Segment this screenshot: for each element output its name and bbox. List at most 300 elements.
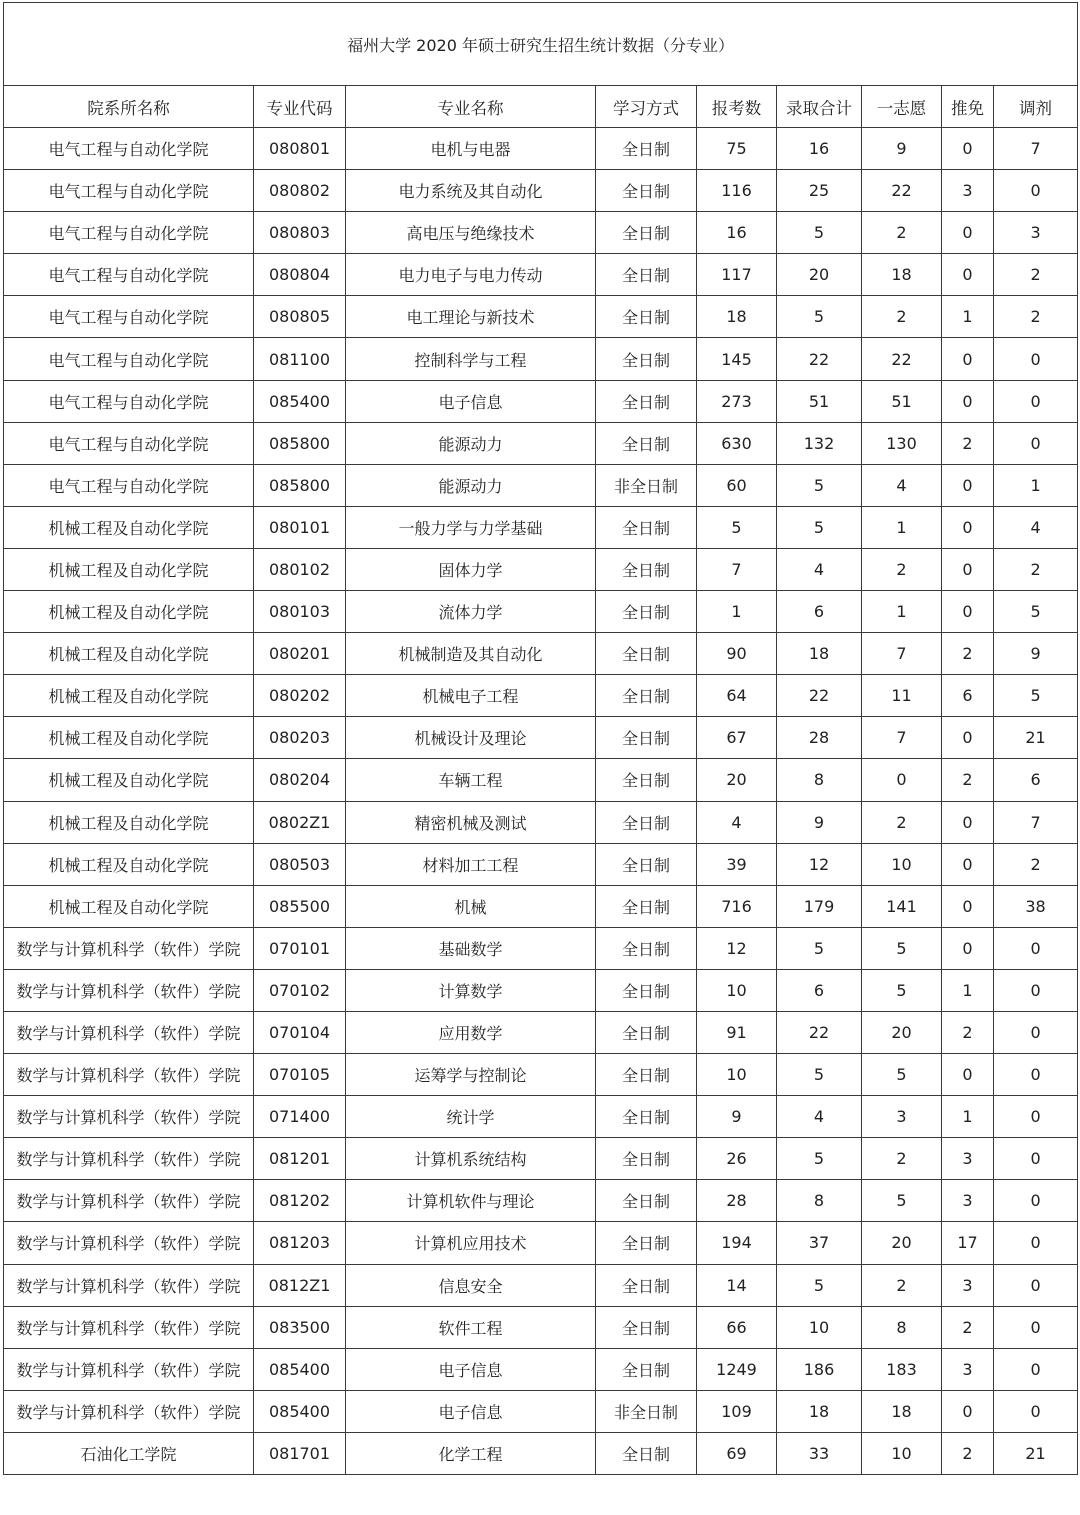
cell-admitted-total: 51 [777, 380, 862, 422]
table-title: 福州大学 2020 年硕士研究生招生统计数据（分专业） [4, 3, 1078, 86]
cell-first-choice: 7 [862, 633, 942, 675]
cell-applicants: 273 [697, 380, 777, 422]
cell-admitted-total: 5 [777, 296, 862, 338]
cell-first-choice: 51 [862, 380, 942, 422]
cell-major-name: 一般力学与力学基础 [346, 506, 596, 548]
cell-major-name: 机械 [346, 885, 596, 927]
cell-admitted-total: 186 [777, 1348, 862, 1390]
cell-department: 机械工程及自动化学院 [4, 759, 254, 801]
table-row [4, 422, 1078, 464]
cell-major-name: 电工理论与新技术 [346, 296, 596, 338]
cell-transferred: 0 [994, 1222, 1078, 1264]
cell-transferred: 0 [994, 1096, 1078, 1138]
cell-transferred: 0 [994, 1348, 1078, 1390]
cell-recommended: 3 [942, 1180, 994, 1222]
cell-admitted-total: 10 [777, 1306, 862, 1348]
cell-recommended: 0 [942, 1390, 994, 1432]
cell-major-name: 能源动力 [346, 422, 596, 464]
cell-major-name: 计算机系统结构 [346, 1138, 596, 1180]
cell-major-code: 080202 [254, 675, 346, 717]
cell-major-name: 运筹学与控制论 [346, 1054, 596, 1096]
cell-major-name: 机械制造及其自动化 [346, 633, 596, 675]
table-row [4, 128, 1078, 170]
cell-admitted-total: 25 [777, 170, 862, 212]
cell-major-code: 080801 [254, 128, 346, 170]
cell-first-choice: 2 [862, 296, 942, 338]
cell-department: 电气工程与自动化学院 [4, 254, 254, 296]
cell-transferred: 0 [994, 380, 1078, 422]
cell-transferred: 0 [994, 1138, 1078, 1180]
cell-first-choice: 2 [862, 801, 942, 843]
cell-applicants: 109 [697, 1390, 777, 1432]
cell-applicants: 60 [697, 464, 777, 506]
cell-major-name: 控制科学与工程 [346, 338, 596, 380]
cell-applicants: 10 [697, 1054, 777, 1096]
cell-department: 数学与计算机科学（软件）学院 [4, 1390, 254, 1432]
cell-recommended: 0 [942, 212, 994, 254]
table-row [4, 675, 1078, 717]
cell-applicants: 194 [697, 1222, 777, 1264]
cell-recommended: 0 [942, 548, 994, 590]
cell-department: 机械工程及自动化学院 [4, 801, 254, 843]
cell-first-choice: 22 [862, 170, 942, 212]
cell-department: 数学与计算机科学（软件）学院 [4, 1054, 254, 1096]
table-row [4, 1054, 1078, 1096]
cell-applicants: 9 [697, 1096, 777, 1138]
cell-first-choice: 141 [862, 885, 942, 927]
cell-transferred: 0 [994, 1306, 1078, 1348]
cell-major-name: 电力系统及其自动化 [346, 170, 596, 212]
cell-department: 电气工程与自动化学院 [4, 212, 254, 254]
cell-applicants: 14 [697, 1264, 777, 1306]
cell-major-code: 0802Z1 [254, 801, 346, 843]
table-row [4, 717, 1078, 759]
cell-admitted-total: 33 [777, 1432, 862, 1474]
cell-department: 电气工程与自动化学院 [4, 296, 254, 338]
cell-department: 电气工程与自动化学院 [4, 422, 254, 464]
cell-transferred: 21 [994, 717, 1078, 759]
cell-transferred: 2 [994, 548, 1078, 590]
cell-admitted-total: 20 [777, 254, 862, 296]
cell-major-code: 0812Z1 [254, 1264, 346, 1306]
cell-applicants: 4 [697, 801, 777, 843]
cell-applicants: 116 [697, 170, 777, 212]
header-transferred: 调剂 [994, 86, 1078, 128]
cell-recommended: 0 [942, 128, 994, 170]
cell-recommended: 0 [942, 801, 994, 843]
cell-major-code: 070101 [254, 927, 346, 969]
cell-first-choice: 11 [862, 675, 942, 717]
cell-transferred: 0 [994, 1390, 1078, 1432]
cell-department: 机械工程及自动化学院 [4, 717, 254, 759]
cell-recommended: 2 [942, 1011, 994, 1053]
cell-major-code: 085800 [254, 464, 346, 506]
cell-applicants: 117 [697, 254, 777, 296]
cell-major-name: 应用数学 [346, 1011, 596, 1053]
table-row [4, 591, 1078, 633]
table-row [4, 843, 1078, 885]
cell-major-code: 081203 [254, 1222, 346, 1264]
cell-admitted-total: 6 [777, 591, 862, 633]
cell-first-choice: 20 [862, 1222, 942, 1264]
cell-study-mode: 全日制 [596, 1054, 697, 1096]
cell-recommended: 1 [942, 969, 994, 1011]
cell-major-code: 070104 [254, 1011, 346, 1053]
table-row [4, 338, 1078, 380]
cell-admitted-total: 4 [777, 548, 862, 590]
cell-major-code: 080102 [254, 548, 346, 590]
cell-transferred: 6 [994, 759, 1078, 801]
cell-transferred: 0 [994, 1264, 1078, 1306]
cell-recommended: 17 [942, 1222, 994, 1264]
cell-study-mode: 全日制 [596, 969, 697, 1011]
cell-first-choice: 2 [862, 212, 942, 254]
cell-major-name: 机械设计及理论 [346, 717, 596, 759]
cell-department: 数学与计算机科学（软件）学院 [4, 927, 254, 969]
cell-transferred: 2 [994, 843, 1078, 885]
cell-study-mode: 全日制 [596, 170, 697, 212]
cell-study-mode: 非全日制 [596, 1390, 697, 1432]
table-row [4, 380, 1078, 422]
cell-first-choice: 18 [862, 1390, 942, 1432]
cell-study-mode: 全日制 [596, 843, 697, 885]
header-department: 院系所名称 [4, 86, 254, 128]
cell-major-name: 计算机应用技术 [346, 1222, 596, 1264]
table-row [4, 1011, 1078, 1053]
cell-major-code: 080204 [254, 759, 346, 801]
cell-applicants: 10 [697, 969, 777, 1011]
cell-applicants: 66 [697, 1306, 777, 1348]
cell-department: 机械工程及自动化学院 [4, 591, 254, 633]
cell-major-name: 统计学 [346, 1096, 596, 1138]
cell-admitted-total: 12 [777, 843, 862, 885]
cell-study-mode: 全日制 [596, 422, 697, 464]
table-row [4, 801, 1078, 843]
cell-first-choice: 183 [862, 1348, 942, 1390]
cell-applicants: 1 [697, 591, 777, 633]
cell-admitted-total: 5 [777, 506, 862, 548]
header-admitted-total: 录取合计 [777, 86, 862, 128]
cell-study-mode: 全日制 [596, 1138, 697, 1180]
cell-transferred: 0 [994, 170, 1078, 212]
cell-admitted-total: 6 [777, 969, 862, 1011]
cell-transferred: 5 [994, 591, 1078, 633]
table-row [4, 1180, 1078, 1222]
cell-major-name: 流体力学 [346, 591, 596, 633]
cell-department: 电气工程与自动化学院 [4, 170, 254, 212]
cell-recommended: 2 [942, 633, 994, 675]
cell-department: 数学与计算机科学（软件）学院 [4, 1011, 254, 1053]
header-applicants: 报考数 [697, 86, 777, 128]
cell-admitted-total: 37 [777, 1222, 862, 1264]
header-row [4, 86, 1078, 128]
cell-first-choice: 0 [862, 759, 942, 801]
cell-department: 数学与计算机科学（软件）学院 [4, 1180, 254, 1222]
cell-first-choice: 2 [862, 1264, 942, 1306]
table-row [4, 254, 1078, 296]
cell-first-choice: 3 [862, 1096, 942, 1138]
cell-applicants: 716 [697, 885, 777, 927]
cell-major-code: 081202 [254, 1180, 346, 1222]
cell-recommended: 0 [942, 591, 994, 633]
cell-transferred: 0 [994, 1054, 1078, 1096]
cell-applicants: 39 [697, 843, 777, 885]
cell-department: 机械工程及自动化学院 [4, 885, 254, 927]
header-study-mode: 学习方式 [596, 86, 697, 128]
cell-transferred: 7 [994, 128, 1078, 170]
header-major-code: 专业代码 [254, 86, 346, 128]
cell-transferred: 3 [994, 212, 1078, 254]
cell-recommended: 2 [942, 1306, 994, 1348]
cell-study-mode: 全日制 [596, 380, 697, 422]
cell-first-choice: 5 [862, 1180, 942, 1222]
cell-applicants: 75 [697, 128, 777, 170]
cell-department: 电气工程与自动化学院 [4, 464, 254, 506]
cell-major-name: 能源动力 [346, 464, 596, 506]
cell-transferred: 0 [994, 969, 1078, 1011]
cell-study-mode: 全日制 [596, 633, 697, 675]
cell-major-code: 071400 [254, 1096, 346, 1138]
cell-recommended: 0 [942, 1054, 994, 1096]
cell-major-name: 计算数学 [346, 969, 596, 1011]
cell-major-code: 080503 [254, 843, 346, 885]
cell-first-choice: 130 [862, 422, 942, 464]
cell-major-name: 精密机械及测试 [346, 801, 596, 843]
cell-applicants: 67 [697, 717, 777, 759]
cell-admitted-total: 179 [777, 885, 862, 927]
cell-first-choice: 9 [862, 128, 942, 170]
cell-major-name: 机械电子工程 [346, 675, 596, 717]
cell-department: 电气工程与自动化学院 [4, 128, 254, 170]
cell-study-mode: 全日制 [596, 296, 697, 338]
table-row [4, 885, 1078, 927]
cell-study-mode: 全日制 [596, 338, 697, 380]
cell-major-code: 083500 [254, 1306, 346, 1348]
table-row [4, 759, 1078, 801]
cell-admitted-total: 5 [777, 464, 862, 506]
cell-applicants: 20 [697, 759, 777, 801]
cell-study-mode: 全日制 [596, 506, 697, 548]
cell-major-name: 材料加工工程 [346, 843, 596, 885]
table-row [4, 927, 1078, 969]
cell-admitted-total: 5 [777, 927, 862, 969]
cell-recommended: 0 [942, 254, 994, 296]
cell-applicants: 69 [697, 1432, 777, 1474]
cell-study-mode: 全日制 [596, 1432, 697, 1474]
cell-transferred: 2 [994, 254, 1078, 296]
cell-major-code: 080103 [254, 591, 346, 633]
cell-major-name: 高电压与绝缘技术 [346, 212, 596, 254]
cell-major-code: 081201 [254, 1138, 346, 1180]
cell-department: 石油化工学院 [4, 1432, 254, 1474]
cell-recommended: 6 [942, 675, 994, 717]
cell-study-mode: 全日制 [596, 1306, 697, 1348]
cell-admitted-total: 8 [777, 1180, 862, 1222]
cell-study-mode: 全日制 [596, 801, 697, 843]
cell-major-name: 信息安全 [346, 1264, 596, 1306]
cell-first-choice: 1 [862, 591, 942, 633]
cell-recommended: 0 [942, 885, 994, 927]
cell-major-code: 070102 [254, 969, 346, 1011]
cell-admitted-total: 22 [777, 338, 862, 380]
cell-major-name: 电子信息 [346, 1390, 596, 1432]
cell-first-choice: 8 [862, 1306, 942, 1348]
cell-first-choice: 5 [862, 1054, 942, 1096]
cell-transferred: 0 [994, 927, 1078, 969]
cell-major-code: 085500 [254, 885, 346, 927]
cell-study-mode: 全日制 [596, 759, 697, 801]
cell-department: 机械工程及自动化学院 [4, 506, 254, 548]
cell-admitted-total: 22 [777, 675, 862, 717]
title-row [4, 3, 1078, 86]
cell-major-code: 080803 [254, 212, 346, 254]
cell-recommended: 1 [942, 296, 994, 338]
cell-study-mode: 全日制 [596, 212, 697, 254]
table-row [4, 296, 1078, 338]
cell-recommended: 2 [942, 422, 994, 464]
cell-admitted-total: 18 [777, 633, 862, 675]
cell-major-code: 081100 [254, 338, 346, 380]
cell-major-name: 电力电子与电力传动 [346, 254, 596, 296]
cell-first-choice: 18 [862, 254, 942, 296]
cell-study-mode: 全日制 [596, 1180, 697, 1222]
cell-department: 数学与计算机科学（软件）学院 [4, 1348, 254, 1390]
table-body [4, 128, 1078, 1475]
cell-department: 数学与计算机科学（软件）学院 [4, 1138, 254, 1180]
cell-study-mode: 全日制 [596, 1096, 697, 1138]
header-recommended: 推免 [942, 86, 994, 128]
cell-transferred: 0 [994, 1180, 1078, 1222]
cell-first-choice: 5 [862, 927, 942, 969]
cell-study-mode: 非全日制 [596, 464, 697, 506]
cell-study-mode: 全日制 [596, 675, 697, 717]
table-row [4, 1138, 1078, 1180]
cell-recommended: 0 [942, 506, 994, 548]
cell-first-choice: 2 [862, 548, 942, 590]
cell-major-name: 固体力学 [346, 548, 596, 590]
cell-department: 电气工程与自动化学院 [4, 338, 254, 380]
cell-study-mode: 全日制 [596, 1222, 697, 1264]
cell-major-code: 080101 [254, 506, 346, 548]
cell-applicants: 5 [697, 506, 777, 548]
cell-transferred: 5 [994, 675, 1078, 717]
cell-study-mode: 全日制 [596, 927, 697, 969]
cell-applicants: 26 [697, 1138, 777, 1180]
cell-first-choice: 7 [862, 717, 942, 759]
cell-major-code: 080804 [254, 254, 346, 296]
cell-department: 数学与计算机科学（软件）学院 [4, 969, 254, 1011]
cell-transferred: 0 [994, 422, 1078, 464]
cell-major-code: 085800 [254, 422, 346, 464]
cell-study-mode: 全日制 [596, 1264, 697, 1306]
cell-applicants: 28 [697, 1180, 777, 1222]
table-row [4, 1348, 1078, 1390]
cell-admitted-total: 132 [777, 422, 862, 464]
cell-study-mode: 全日制 [596, 254, 697, 296]
table-row [4, 1306, 1078, 1348]
cell-admitted-total: 9 [777, 801, 862, 843]
cell-study-mode: 全日制 [596, 885, 697, 927]
cell-transferred: 0 [994, 338, 1078, 380]
cell-study-mode: 全日制 [596, 128, 697, 170]
cell-recommended: 0 [942, 843, 994, 885]
cell-applicants: 64 [697, 675, 777, 717]
cell-transferred: 9 [994, 633, 1078, 675]
cell-recommended: 3 [942, 1138, 994, 1180]
cell-transferred: 21 [994, 1432, 1078, 1474]
cell-admitted-total: 28 [777, 717, 862, 759]
cell-recommended: 0 [942, 380, 994, 422]
cell-admitted-total: 5 [777, 1138, 862, 1180]
cell-department: 数学与计算机科学（软件）学院 [4, 1222, 254, 1264]
cell-department: 数学与计算机科学（软件）学院 [4, 1306, 254, 1348]
cell-applicants: 16 [697, 212, 777, 254]
cell-study-mode: 全日制 [596, 548, 697, 590]
table-row [4, 548, 1078, 590]
cell-transferred: 38 [994, 885, 1078, 927]
table-row [4, 633, 1078, 675]
cell-applicants: 7 [697, 548, 777, 590]
cell-admitted-total: 16 [777, 128, 862, 170]
cell-department: 机械工程及自动化学院 [4, 548, 254, 590]
cell-transferred: 4 [994, 506, 1078, 548]
cell-department: 电气工程与自动化学院 [4, 380, 254, 422]
cell-admitted-total: 4 [777, 1096, 862, 1138]
cell-major-code: 085400 [254, 380, 346, 422]
table-row [4, 464, 1078, 506]
cell-applicants: 145 [697, 338, 777, 380]
table-row [4, 1222, 1078, 1264]
cell-applicants: 90 [697, 633, 777, 675]
cell-department: 数学与计算机科学（软件）学院 [4, 1264, 254, 1306]
cell-recommended: 2 [942, 759, 994, 801]
cell-major-code: 081701 [254, 1432, 346, 1474]
cell-applicants: 12 [697, 927, 777, 969]
cell-recommended: 3 [942, 1348, 994, 1390]
cell-applicants: 630 [697, 422, 777, 464]
cell-first-choice: 10 [862, 843, 942, 885]
cell-study-mode: 全日制 [596, 1348, 697, 1390]
header-major-name: 专业名称 [346, 86, 596, 128]
cell-major-name: 软件工程 [346, 1306, 596, 1348]
cell-recommended: 0 [942, 338, 994, 380]
table-row [4, 170, 1078, 212]
cell-recommended: 0 [942, 927, 994, 969]
header-first-choice: 一志愿 [862, 86, 942, 128]
cell-admitted-total: 18 [777, 1390, 862, 1432]
cell-first-choice: 22 [862, 338, 942, 380]
cell-major-code: 080201 [254, 633, 346, 675]
cell-major-name: 电子信息 [346, 380, 596, 422]
cell-major-code: 085400 [254, 1348, 346, 1390]
cell-department: 数学与计算机科学（软件）学院 [4, 1096, 254, 1138]
cell-major-name: 电机与电器 [346, 128, 596, 170]
table-row [4, 969, 1078, 1011]
cell-recommended: 3 [942, 170, 994, 212]
cell-applicants: 91 [697, 1011, 777, 1053]
cell-major-name: 电子信息 [346, 1348, 596, 1390]
cell-major-name: 化学工程 [346, 1432, 596, 1474]
cell-major-name: 基础数学 [346, 927, 596, 969]
cell-recommended: 3 [942, 1264, 994, 1306]
cell-transferred: 2 [994, 296, 1078, 338]
cell-admitted-total: 22 [777, 1011, 862, 1053]
cell-first-choice: 4 [862, 464, 942, 506]
cell-admitted-total: 8 [777, 759, 862, 801]
cell-major-code: 070105 [254, 1054, 346, 1096]
cell-first-choice: 20 [862, 1011, 942, 1053]
cell-major-code: 080805 [254, 296, 346, 338]
